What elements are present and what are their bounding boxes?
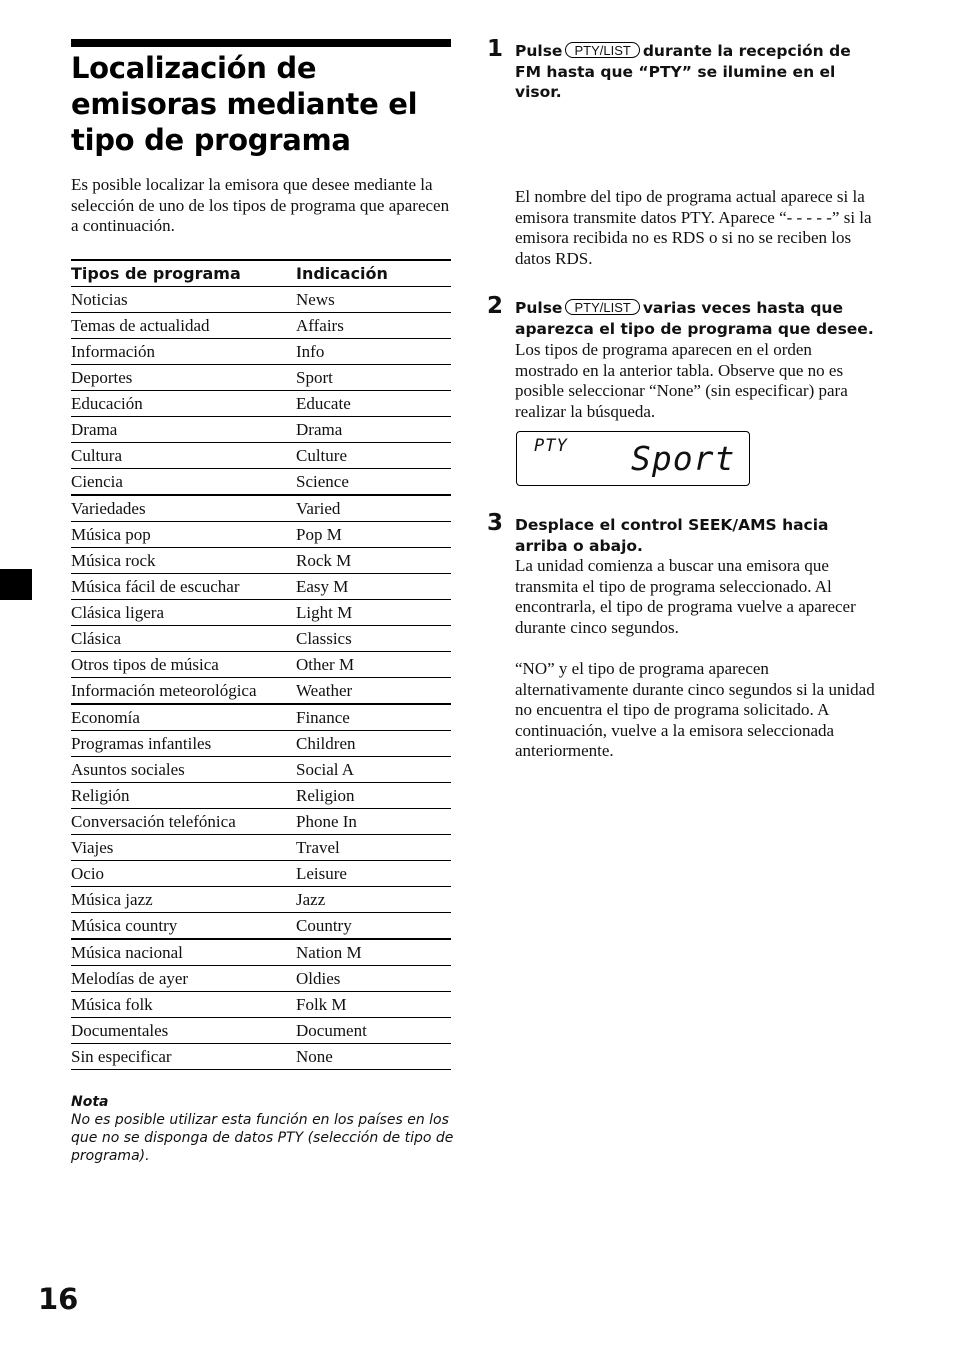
indication-cell: Info (296, 339, 451, 365)
table-row (71, 600, 451, 626)
program-type-cell: Música rock (71, 548, 296, 574)
indication-cell: Varied (296, 495, 451, 522)
indication-cell: Weather (296, 678, 451, 705)
indication-cell: Other M (296, 652, 451, 678)
indication-cell: Jazz (296, 887, 451, 913)
program-type-cell: Música pop (71, 522, 296, 548)
program-type-cell: Cultura (71, 443, 296, 469)
step-heading: Desplace el control SEEK/AMS hacia arriba o abajo. (515, 516, 829, 555)
indication-cell: Pop M (296, 522, 451, 548)
indication-cell: Affairs (296, 313, 451, 339)
note-title: Nota (71, 1094, 109, 1110)
step-body: Los tipos de programa aparecen en el orden mostrado en la anterior tabla. Observe que no es posible seleccionar “None” (sin especificar) para realizar la búsqueda. (515, 340, 848, 421)
indication-cell: Easy M (296, 574, 451, 600)
table-row (71, 678, 451, 705)
table-row (71, 757, 451, 783)
table-row (71, 1018, 451, 1044)
table-row (71, 287, 451, 313)
table-row (71, 992, 451, 1018)
program-type-cell: Música jazz (71, 887, 296, 913)
program-type-cell: Educación (71, 391, 296, 417)
lcd-display (516, 431, 750, 486)
program-type-cell: Otros tipos de música (71, 652, 296, 678)
step-body: “NO” y el tipo de programa aparecen alternativamente durante cinco segundos si la unidad no encuentra el tipo de programa solicitado. A continuación, vuelve a la emisora seleccionada anteriormente. (515, 659, 875, 760)
table-row (71, 913, 451, 940)
program-type-cell: Música folk (71, 992, 296, 1018)
table-row (71, 887, 451, 913)
program-type-cell: Drama (71, 417, 296, 443)
title-rule (71, 39, 451, 47)
step-number: 1 (487, 36, 504, 62)
indication-cell: Science (296, 469, 451, 496)
lcd-program-type: Sport (631, 439, 736, 478)
table-row (71, 469, 451, 496)
step-heading-text: varias veces hasta que aparezca el tipo de programa que desee. (515, 299, 874, 338)
table-row (71, 783, 451, 809)
step-number: 3 (487, 510, 504, 536)
table-row (71, 835, 451, 861)
indication-cell: Leisure (296, 861, 451, 887)
table-header-row (71, 260, 451, 287)
table-row (71, 522, 451, 548)
step-heading (515, 298, 875, 339)
step-heading-text: durante la recepción de FM hasta que “PTY” se ilumine en el visor. (515, 42, 851, 101)
indication-cell: Drama (296, 417, 451, 443)
indication-cell: News (296, 287, 451, 313)
lcd-pty-label: PTY (534, 436, 568, 456)
intro-paragraph: Es posible localizar la emisora que desee mediante la selección de uno de los tipos de programa que aparecen a continuación. (71, 175, 450, 235)
table-row (71, 731, 451, 757)
program-type-cell: Programas infantiles (71, 731, 296, 757)
page-number: 16 (38, 1282, 79, 1316)
program-type-cell: Sin especificar (71, 1044, 296, 1070)
program-type-cell: Melodías de ayer (71, 966, 296, 992)
program-type-cell: Información (71, 339, 296, 365)
table-row (71, 809, 451, 835)
program-type-cell: Clásica ligera (71, 600, 296, 626)
program-type-cell: Viajes (71, 835, 296, 861)
indication-cell: Country (296, 913, 451, 940)
indication-cell: Classics (296, 626, 451, 652)
table-row (71, 313, 451, 339)
program-type-cell: Documentales (71, 1018, 296, 1044)
indication-cell: Children (296, 731, 451, 757)
table-row (71, 704, 451, 731)
program-type-cell: Variedades (71, 495, 296, 522)
step-heading-text: Pulse (515, 42, 563, 60)
program-type-table (71, 259, 451, 1070)
program-type-cell: Música nacional (71, 939, 296, 966)
indication-cell: Religion (296, 783, 451, 809)
page-title: Localización de emisoras mediante el tipo de programa (71, 51, 418, 157)
program-type-cell: Música fácil de escuchar (71, 574, 296, 600)
indication-cell: Finance (296, 704, 451, 731)
table-row (71, 861, 451, 887)
program-type-cell: Ocio (71, 861, 296, 887)
program-type-cell: Temas de actualidad (71, 313, 296, 339)
table-row (71, 574, 451, 600)
note-text: No es posible utilizar esta función en los países en los que no se disponga de datos PTY (selección de tipo de programa). (71, 1112, 454, 1164)
indication-cell: Folk M (296, 992, 451, 1018)
column-header-indication: Indicación (296, 260, 451, 287)
table-row (71, 391, 451, 417)
table-row (71, 939, 451, 966)
table-row (71, 626, 451, 652)
program-type-cell: Información meteorológica (71, 678, 296, 705)
indication-cell: Culture (296, 443, 451, 469)
indication-cell: Document (296, 1018, 451, 1044)
program-type-cell: Música country (71, 913, 296, 940)
indication-cell: None (296, 1044, 451, 1070)
program-type-cell: Religión (71, 783, 296, 809)
step-heading (515, 41, 875, 103)
program-type-cell: Clásica (71, 626, 296, 652)
program-type-cell: Asuntos sociales (71, 757, 296, 783)
table-row (71, 417, 451, 443)
section-tab-marker (0, 569, 32, 600)
indication-cell: Nation M (296, 939, 451, 966)
table-row (71, 548, 451, 574)
program-type-cell: Conversación telefónica (71, 809, 296, 835)
step-body: El nombre del tipo de programa actual aparece si la emisora transmite datos PTY. Aparece “- - - - -” si la emisora recibida no es RDS o si no se reciben los datos RDS. (515, 187, 872, 268)
note-block (71, 1093, 456, 1165)
table-row (71, 652, 451, 678)
step-heading-text: Pulse (515, 299, 563, 317)
table-row (71, 339, 451, 365)
program-type-cell: Deportes (71, 365, 296, 391)
table-row (71, 365, 451, 391)
table-row (71, 495, 451, 522)
indication-cell: Light M (296, 600, 451, 626)
pty-list-key: PTY/LIST (565, 299, 639, 315)
step-number: 2 (487, 293, 504, 319)
indication-cell: Phone In (296, 809, 451, 835)
step-body: La unidad comienza a buscar una emisora que transmita el tipo de programa seleccionado. Al encontrarla, el tipo de programa vuelve a aparecer durante cinco segundos. (515, 556, 856, 637)
table-row (71, 966, 451, 992)
program-type-cell: Noticias (71, 287, 296, 313)
indication-cell: Rock M (296, 548, 451, 574)
indication-cell: Oldies (296, 966, 451, 992)
program-type-cell: Ciencia (71, 469, 296, 496)
column-header-type: Tipos de programa (71, 260, 296, 287)
indication-cell: Travel (296, 835, 451, 861)
table-row (71, 443, 451, 469)
indication-cell: Sport (296, 365, 451, 391)
pty-list-key: PTY/LIST (565, 42, 639, 58)
indication-cell: Social A (296, 757, 451, 783)
table-row (71, 1044, 451, 1070)
indication-cell: Educate (296, 391, 451, 417)
program-type-cell: Economía (71, 704, 296, 731)
